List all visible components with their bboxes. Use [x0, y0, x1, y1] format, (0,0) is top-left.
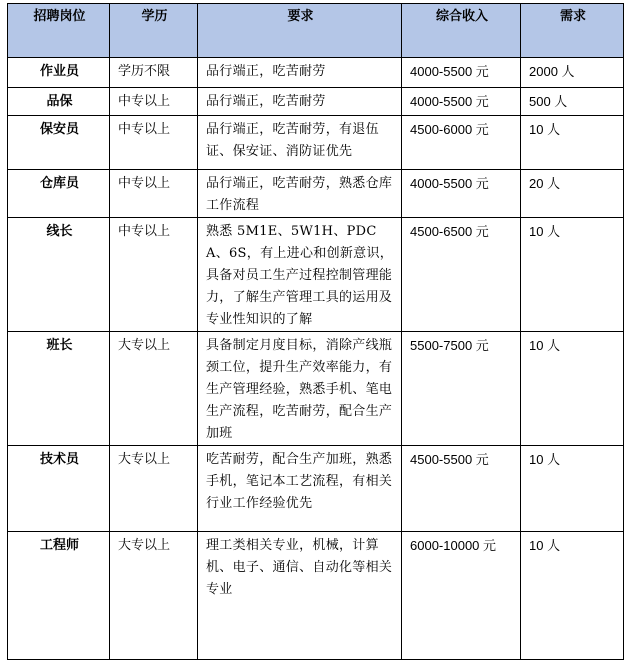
cell-demand: 500 人 [521, 88, 624, 116]
table-row [8, 88, 624, 116]
cell-demand: 10 人 [521, 332, 624, 446]
cell-education: 学历不限 [110, 58, 198, 88]
header-income: 综合收入 [402, 4, 521, 58]
cell-income: 4500-6500 元 [402, 218, 521, 332]
cell-position: 品保 [8, 88, 110, 116]
cell-position: 作业员 [8, 58, 110, 88]
cell-requirements: 具备制定月度目标，消除产线瓶颈工位，提升生产效率能力，有生产管理经验，熟悉手机、笔电生产流程，吃苦耐劳，配合生产加班 [198, 332, 402, 446]
cell-education: 中专以上 [110, 88, 198, 116]
cell-demand: 10 人 [521, 532, 624, 660]
cell-requirements: 理工类相关专业，机械，计算机、电子、通信、自动化等相关专业 [198, 532, 402, 660]
cell-position: 技术员 [8, 446, 110, 532]
cell-education: 中专以上 [110, 170, 198, 218]
cell-requirements: 品行端正，吃苦耐劳，熟悉仓库工作流程 [198, 170, 402, 218]
cell-education: 大专以上 [110, 332, 198, 446]
table-row [8, 332, 624, 446]
cell-education: 中专以上 [110, 218, 198, 332]
table-row [8, 218, 624, 332]
header-position: 招聘岗位 [8, 4, 110, 58]
table-header-row [8, 4, 624, 58]
cell-requirements: 品行端正，吃苦耐劳，有退伍证、保安证、消防证优先 [198, 116, 402, 170]
cell-position: 线长 [8, 218, 110, 332]
header-education: 学历 [110, 4, 198, 58]
cell-education: 大专以上 [110, 532, 198, 660]
cell-income: 4500-5500 元 [402, 446, 521, 532]
table-row [8, 58, 624, 88]
header-demand: 需求 [521, 4, 624, 58]
cell-demand: 10 人 [521, 218, 624, 332]
cell-income: 5500-7500 元 [402, 332, 521, 446]
cell-demand: 2000 人 [521, 58, 624, 88]
table-row [8, 532, 624, 660]
cell-demand: 20 人 [521, 170, 624, 218]
recruitment-table [7, 3, 624, 660]
table-row [8, 446, 624, 532]
cell-income: 4000-5500 元 [402, 58, 521, 88]
cell-income: 4000-5500 元 [402, 170, 521, 218]
cell-education: 大专以上 [110, 446, 198, 532]
cell-demand: 10 人 [521, 446, 624, 532]
cell-requirements: 品行端正，吃苦耐劳 [198, 58, 402, 88]
cell-position: 保安员 [8, 116, 110, 170]
cell-position: 仓库员 [8, 170, 110, 218]
cell-position: 工程师 [8, 532, 110, 660]
cell-income: 4000-5500 元 [402, 88, 521, 116]
cell-education: 中专以上 [110, 116, 198, 170]
cell-requirements: 熟悉 5M1E、5W1H、PDCA、6S，有上进心和创新意识，具备对员工生产过程控制管理能力，了解生产管理工具的运用及专业性知识的了解 [198, 218, 402, 332]
table-row [8, 116, 624, 170]
cell-position: 班长 [8, 332, 110, 446]
table-row [8, 170, 624, 218]
header-requirements: 要求 [198, 4, 402, 58]
cell-income: 6000-10000 元 [402, 532, 521, 660]
cell-requirements: 品行端正，吃苦耐劳 [198, 88, 402, 116]
cell-demand: 10 人 [521, 116, 624, 170]
cell-requirements: 吃苦耐劳，配合生产加班，熟悉手机，笔记本工艺流程，有相关行业工作经验优先 [198, 446, 402, 532]
cell-income: 4500-6000 元 [402, 116, 521, 170]
